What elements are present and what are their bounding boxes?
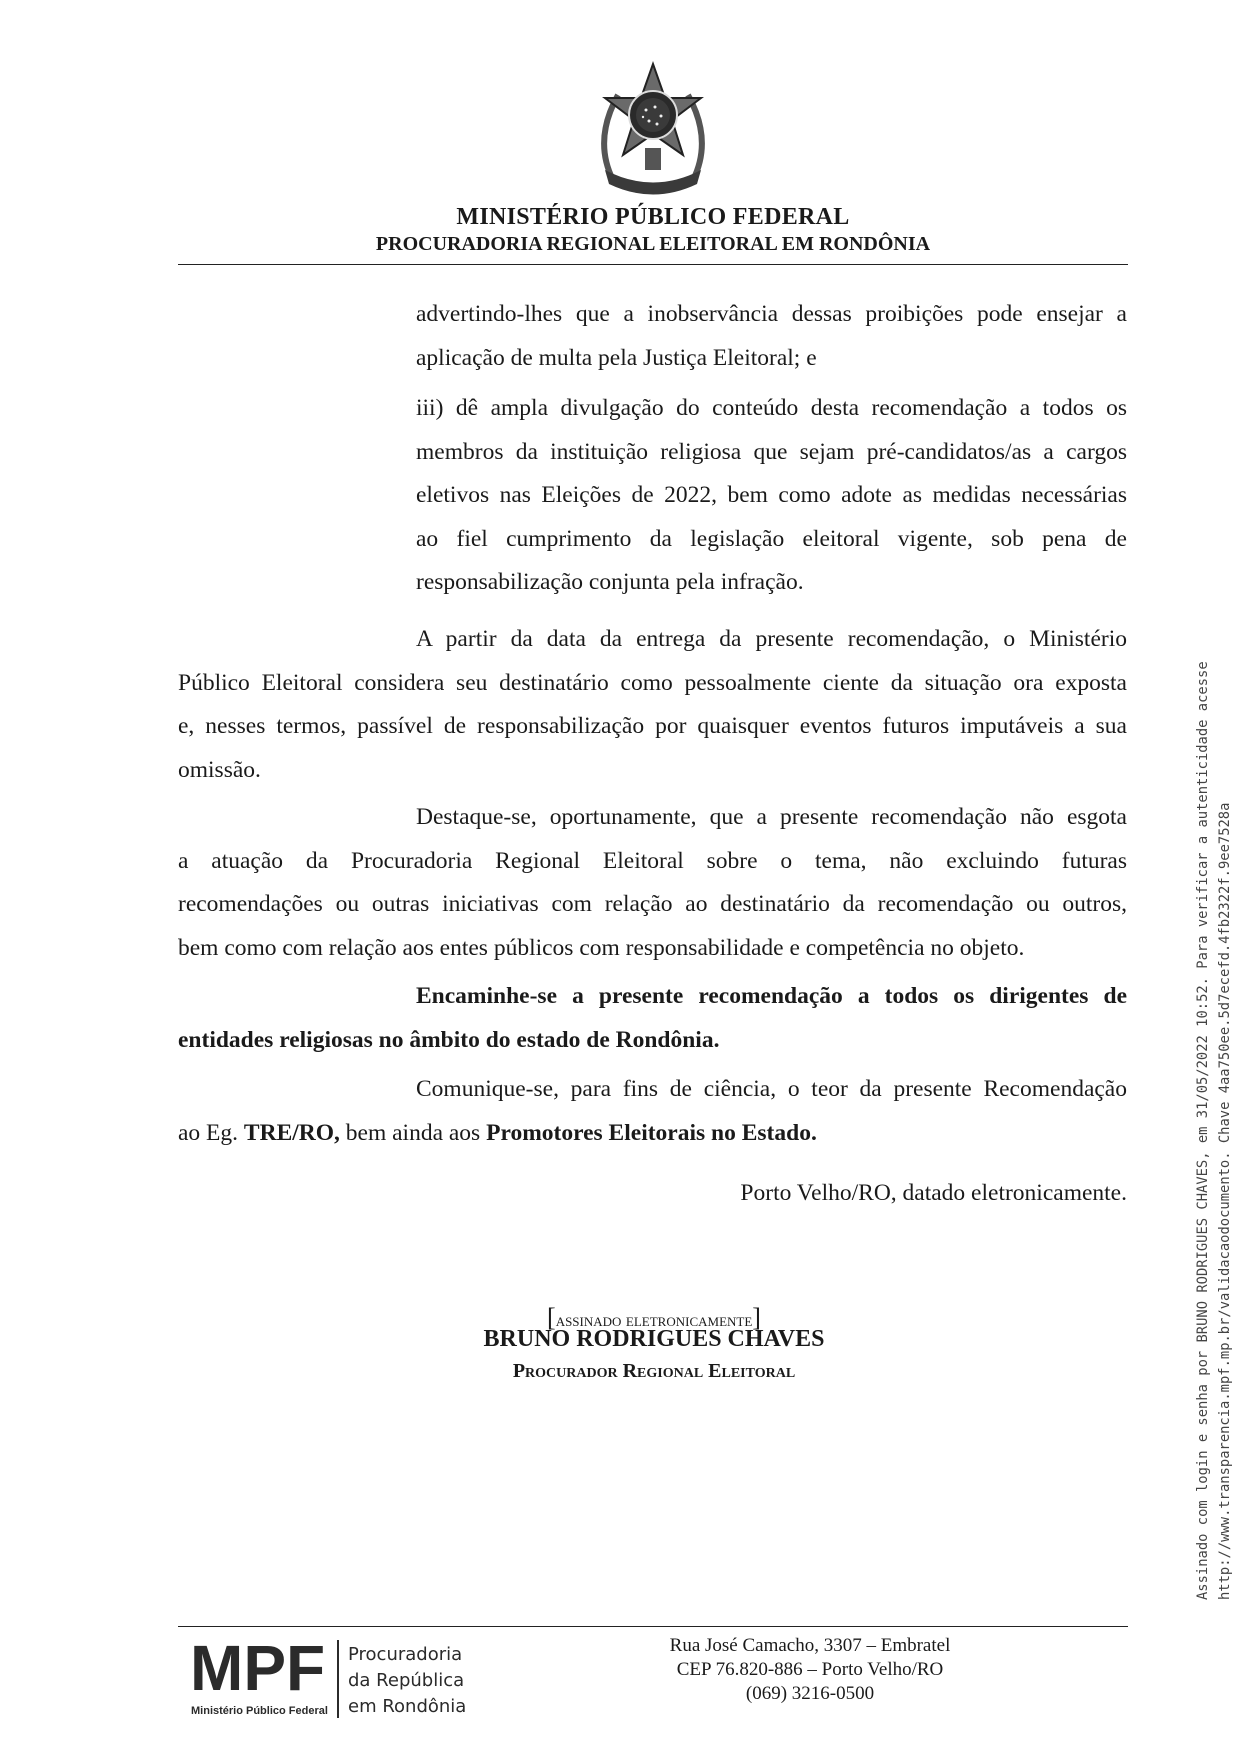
paragraph-5 (178, 975, 1127, 1062)
text-run: ao Eg. (178, 1119, 244, 1146)
text-run-bold: Promotores Eleitorais no Estado. (486, 1119, 817, 1146)
paragraph-4 (178, 796, 1127, 970)
city-date: Porto Velho/RO, datado eletronicamente. (740, 1180, 1127, 1206)
stamp-line: Assinado com login e senha por BRUNO RODRIGUES CHAVES, em 31/05/2022 10:52. Para verificar a autenticidade acesse (1195, 661, 1211, 1600)
footer-divider (178, 1626, 1128, 1627)
text-line: entidades religiosas no âmbito do estado de Rondônia. (178, 1026, 720, 1053)
address-line: CEP 76.820-886 – Porto Velho/RO (676, 1659, 944, 1680)
signed-note: [assinado eletronicamente] (547, 1303, 761, 1332)
paragraph-2 (416, 387, 1127, 605)
text-line: Destaque-se, oportunamente, que a presente recomendação não esgota (416, 804, 1127, 830)
brazil-coat-of-arms-icon (583, 60, 723, 200)
text-line: a atuação da Procuradoria Regional Eleitoral sobre o tema, não excluindo futuras (178, 847, 1127, 874)
org-name: MINISTÉRIO PÚBLICO FEDERAL (456, 204, 850, 230)
authentication-stamp (1192, 661, 1236, 1600)
mpf-logo (188, 1632, 488, 1722)
text-line: ao fiel cumprimento da legislação eleitoral vigente, sob pena de (416, 525, 1127, 552)
address-line: Rua José Camacho, 3307 – Embratel (669, 1635, 951, 1656)
text-line: iii) dê ampla divulgação do conteúdo desta recomendação a todos os (416, 395, 1127, 421)
text-line: Encaminhe-se a presente recomendação a todos os dirigentes de (416, 983, 1127, 1009)
paragraph-6 (178, 1068, 1127, 1155)
logo-mpf-text: MPF (190, 1632, 326, 1704)
text-line: recomendações ou outras iniciativas com relação ao destinatário da recomendação ou outros, (178, 891, 1127, 917)
text-line: e, nesses termos, passível de responsabilização por quaisquer eventos futuros imputáveis a sua (178, 713, 1127, 739)
logo-unit-line: Procuradoria (348, 1644, 463, 1665)
text-line: Público Eleitoral considera seu destinatário como pessoalmente ciente da situação ora exposta (178, 669, 1127, 696)
text-line: membros da instituição religiosa que sejam pré-candidatos/as a cargos (416, 438, 1127, 465)
text-line: eletivos nas Eleições de 2022, bem como adote as medidas necessárias (416, 482, 1127, 508)
paragraph-1 (416, 293, 1127, 380)
text-line (178, 1112, 1127, 1156)
text-line: Comunique-se, para fins de ciência, o teor da presente Recomendação (416, 1076, 1127, 1102)
text-line: bem como com relação aos entes públicos com responsabilidade e competência no objeto. (178, 934, 1025, 961)
logo-unit-line: em Rondônia (348, 1696, 467, 1717)
signed-note-text: assinado eletronicamente (555, 1310, 753, 1330)
footer-address (600, 1634, 1020, 1706)
phone-number: (069) 3216-0500 (745, 1683, 875, 1704)
signer-name: BRUNO RODRIGUES CHAVES (483, 1326, 825, 1352)
text-run-bold: TRE/RO, (243, 1119, 340, 1146)
stamp-line: http://www.transparencia.mpf.mp.br/validacaodocumento. Chave 4aa750ee.5d7ecefd.4fb2322f.9ee7528a (1217, 802, 1233, 1600)
org-unit: PROCURADORIA REGIONAL ELEITORAL EM RONDÔNIA (375, 233, 931, 255)
text-run: bem ainda aos (339, 1119, 487, 1146)
header-divider (178, 264, 1128, 265)
text-line: omissão. (178, 756, 261, 783)
paragraph-3 (178, 618, 1127, 792)
text-line: responsabilização conjunta pela infração. (416, 569, 804, 595)
logo-subtitle: Ministério Público Federal (191, 1705, 328, 1717)
text-line: aplicação de multa pela Justiça Eleitoral; e (416, 344, 817, 371)
logo-unit-line: da República (348, 1670, 465, 1691)
signer-role: Procurador Regional Eleitoral (512, 1360, 796, 1382)
text-line: advertindo-lhes que a inobservância dessas proibições pode ensejar a (416, 301, 1127, 327)
text-line: A partir da data da entrega da presente recomendação, o Ministério (416, 626, 1127, 652)
